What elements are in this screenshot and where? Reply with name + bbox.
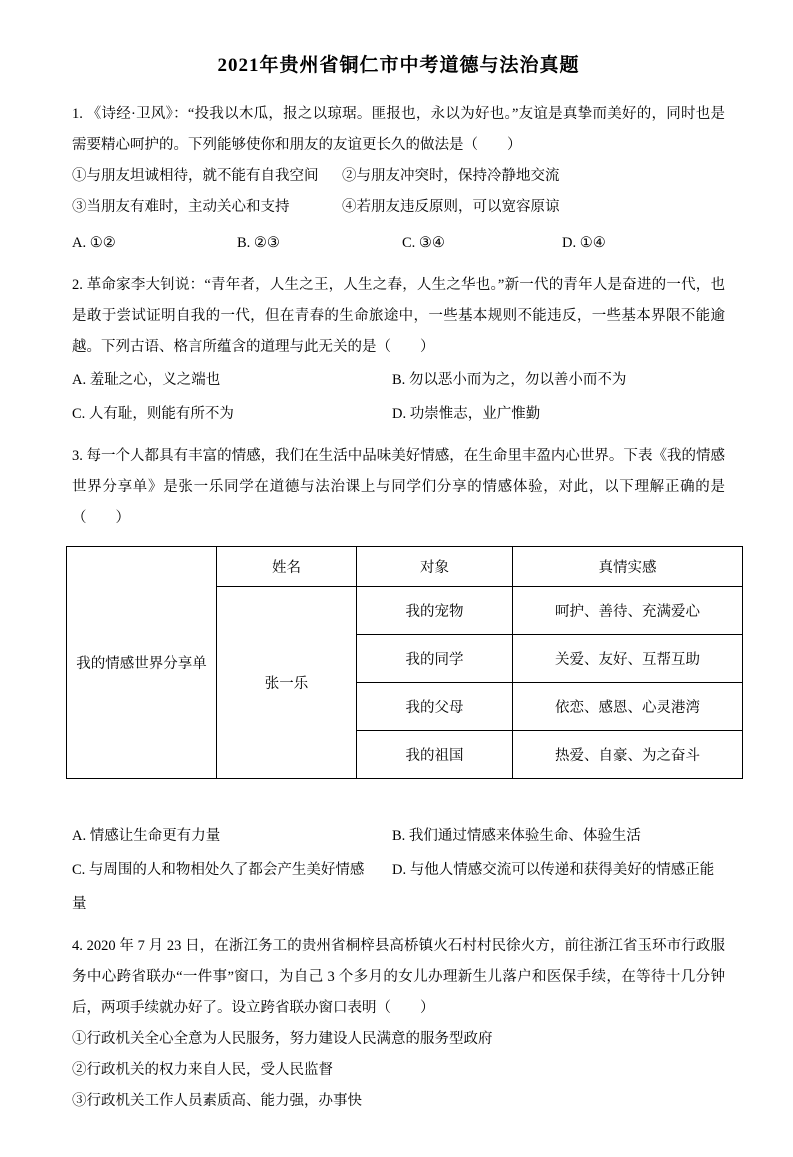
question-3-option-d: D. 与他人情感交流可以传递和获得美好的情感正能量 bbox=[72, 862, 715, 912]
question-2-option-d: D. 功崇惟志，业广惟勤 bbox=[392, 406, 541, 422]
feeling-cell: 呵护、善待、充满爱心 bbox=[513, 587, 743, 635]
statement-2: ②与朋友冲突时，保持冷静地交流 bbox=[342, 168, 560, 184]
question-2-option-b: B. 勿以恶小而为之，勿以善小而不为 bbox=[392, 372, 627, 388]
question-2-options-row-1 bbox=[72, 363, 725, 397]
question-4 bbox=[72, 931, 725, 1117]
question-3-option-a: A. 情感让生命更有力量 bbox=[72, 828, 221, 844]
object-cell: 我的父母 bbox=[357, 683, 513, 731]
object-cell: 我的宠物 bbox=[357, 587, 513, 635]
question-2 bbox=[72, 270, 725, 431]
emotion-share-table bbox=[66, 546, 743, 779]
question-2-option-a: A. 羞耻之心，义之端也 bbox=[72, 372, 221, 388]
question-1-option-b: B. ②③ bbox=[237, 235, 280, 251]
question-1-statements-row-2 bbox=[72, 192, 725, 223]
question-3-options-row-2 bbox=[72, 853, 725, 921]
question-4-statement-3: ③行政机关工作人员素质高、能力强，办事快 bbox=[72, 1093, 362, 1109]
table-side-header: 我的情感世界分享单 bbox=[67, 547, 217, 779]
statement-1: ①与朋友坦诚相待，就不能有自我空间 bbox=[72, 168, 319, 184]
question-1 bbox=[72, 99, 725, 260]
table-header-row bbox=[67, 547, 743, 587]
student-name-cell: 张一乐 bbox=[217, 587, 357, 779]
question-2-stem: 2. 革命家李大钊说：“青年者，人生之王，人生之春，人生之华也。”新一代的青年人是奋进的一代，也是敢于尝试证明自我的一代，但在青春的生命旅途中，一些基本规则不能违反，一些基本界限不能逾越。下列古语、格言所蕴含的道理与此无关的是（ ） bbox=[72, 277, 725, 355]
question-4-statement-1: ①行政机关全心全意为人民服务，努力建设人民满意的服务型政府 bbox=[72, 1031, 493, 1047]
object-cell: 我的祖国 bbox=[357, 731, 513, 779]
question-1-option-a: A. ①② bbox=[72, 235, 116, 251]
question-2-option-c: C. 人有耻，则能有所不为 bbox=[72, 406, 234, 422]
statement-4: ④若朋友违反原则，可以宽容原谅 bbox=[342, 199, 560, 215]
question-3 bbox=[72, 441, 725, 921]
question-4-stem: 4. 2020 年 7 月 23 日，在浙江务工的贵州省桐梓县高桥镇火石村村民徐火方，前往浙江省玉环市行政服务中心跨省联办“一件事”窗口，为自己 3 个多月的女儿办理新生儿落户和医保手续，在等待十几分钟后，两项手续就办好了。设立跨省联办窗口表明（ ） bbox=[72, 938, 725, 1016]
column-header-name: 姓名 bbox=[217, 547, 357, 587]
feeling-cell: 依恋、感恩、心灵港湾 bbox=[513, 683, 743, 731]
question-1-stem: 1. 《诗经·卫风》：“投我以木瓜，报之以琼琚。匪报也，永以为好也。”友谊是真挚而美好的，同时也是需要精心呵护的。下列能够使你和朋友的友谊更长久的做法是（ ） bbox=[72, 106, 725, 153]
document-title: 2021年贵州省铜仁市中考道德与法治真题 bbox=[217, 55, 580, 76]
question-2-options-row-2 bbox=[72, 397, 725, 431]
statement-3: ③当朋友有难时，主动关心和支持 bbox=[72, 199, 290, 215]
question-1-option-d: D. ①④ bbox=[562, 235, 606, 251]
feeling-cell: 关爱、友好、互帮互助 bbox=[513, 635, 743, 683]
question-4-statement-2: ②行政机关的权力来自人民，受人民监督 bbox=[72, 1062, 333, 1078]
question-1-option-c: C. ③④ bbox=[402, 235, 445, 251]
feeling-cell: 热爱、自豪、为之奋斗 bbox=[513, 731, 743, 779]
question-3-options-row-1 bbox=[72, 819, 725, 853]
question-3-option-b: B. 我们通过情感来体验生命、体验生活 bbox=[392, 828, 641, 844]
column-header-feeling: 真情实感 bbox=[513, 547, 743, 587]
object-cell: 我的同学 bbox=[357, 635, 513, 683]
question-3-option-c: C. 与周围的人和物相处久了都会产生美好情感 bbox=[72, 862, 365, 878]
question-1-statements-row-1 bbox=[72, 161, 725, 192]
question-3-stem: 3. 每一个人都具有丰富的情感，我们在生活中品味美好情感，在生命里丰盈内心世界。下表《我的情感世界分享单》是张一乐同学在道德与法治课上与同学们分享的情感体验，对此，以下理解正确的是（ ） bbox=[72, 448, 725, 526]
column-header-object: 对象 bbox=[357, 547, 513, 587]
question-1-options bbox=[72, 226, 725, 260]
